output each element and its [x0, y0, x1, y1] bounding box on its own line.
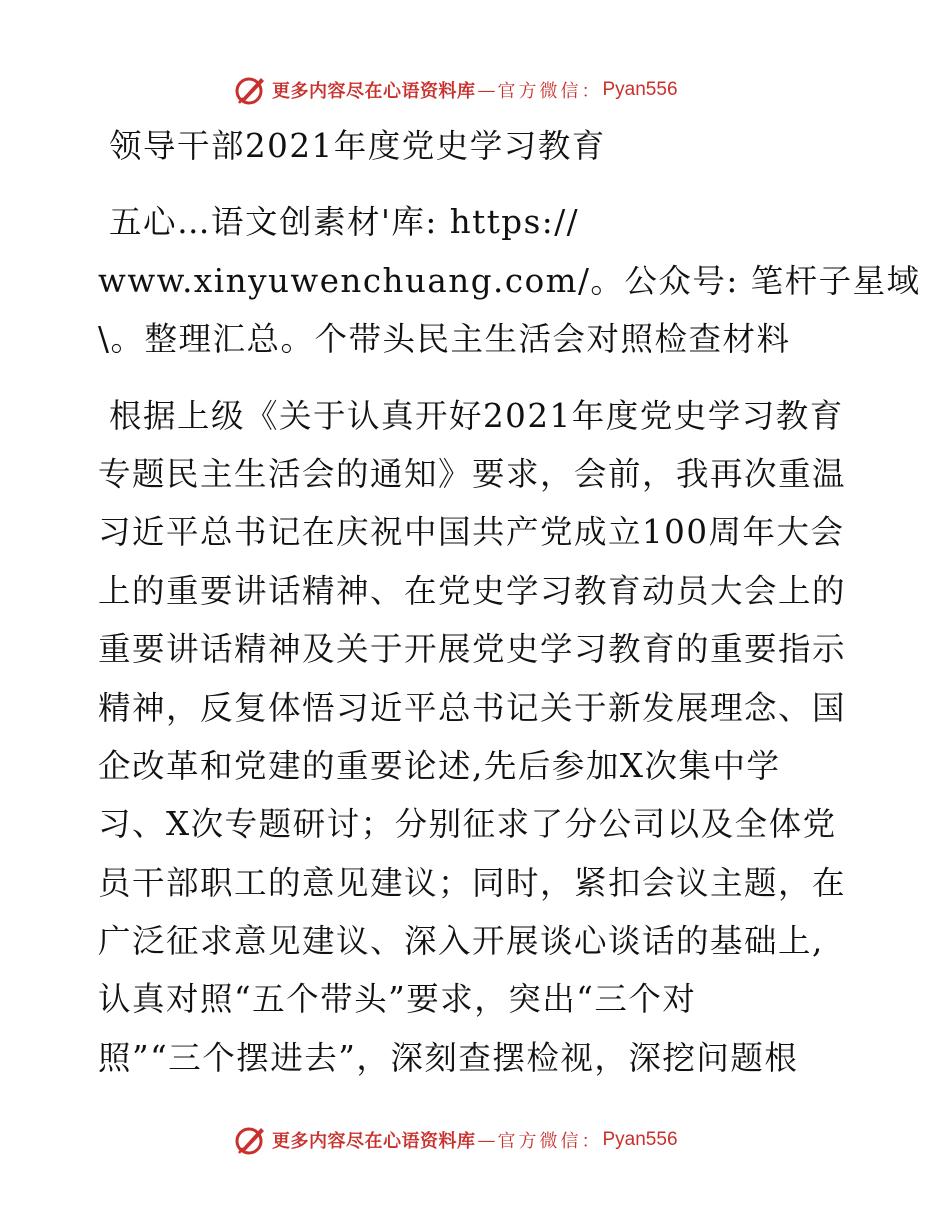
watermark-label: 官方微信： — [497, 81, 603, 102]
paragraph-line: 专题民主生活会的通知》要求，会前，我再次重温 — [98, 454, 847, 493]
paragraph-line: 习近平总书记在庆祝中国共产党成立100周年大会 — [98, 513, 845, 552]
source-line: www.xinyuwenchuang.com/。公众号: 笔杆子星域 — [98, 261, 921, 300]
quill-pen-logo-icon — [234, 73, 268, 107]
paragraph-line: 认真对照“五个带头”要求，突出“三个对 — [98, 980, 697, 1019]
paragraph-line: 精神，反复体悟习近平总书记关于新发展理念、国 — [98, 688, 847, 727]
source-line: 五心…语文创素材'库: https:// — [109, 203, 580, 242]
watermark-wechat-id: Pyan556 — [602, 79, 678, 100]
watermark-footer — [234, 1122, 678, 1158]
paragraph-line: 广泛征求意见建议、深入开展谈心谈话的基础上, — [98, 922, 824, 961]
watermark-label: 官方微信： — [497, 1131, 603, 1152]
watermark-header — [234, 72, 678, 108]
watermark-wechat-id: Pyan556 — [602, 1129, 678, 1150]
watermark-text: 更多内容尽在心语资料库 — [272, 81, 476, 102]
watermark-dash: — — [477, 1129, 496, 1151]
paragraph-line: 重要讲话精神及关于开展党史学习教育的重要指示 — [98, 630, 847, 669]
paragraph-line: 根据上级《关于认真开好2021年度党史学习教育 — [109, 396, 844, 435]
watermark-text: 更多内容尽在心语资料库 — [272, 1131, 476, 1152]
paragraph-line: 上的重要讲话精神、在党史学习教育动员大会上的 — [98, 571, 847, 610]
paragraph-line: 员干部职工的意见建议；同时，紧扣会议主题，在 — [98, 863, 847, 902]
watermark-dash: — — [477, 79, 496, 101]
quill-pen-logo-icon — [234, 1123, 268, 1157]
source-line: \。整理汇总。个带头民主生活会对照检查材料 — [98, 320, 791, 359]
paragraph-line: 企改革和党建的重要论述,先后参加X次集中学 — [98, 746, 781, 785]
document-title: 领导干部2021年度党史学习教育 — [109, 127, 606, 165]
paragraph-line: 照”“三个摆进去”，深刻查摆检视，深挖问题根 — [98, 1038, 799, 1077]
document-body — [98, 117, 921, 1087]
paragraph-line: 习、X次专题研讨；分别征求了分公司以及全体党 — [98, 805, 837, 844]
